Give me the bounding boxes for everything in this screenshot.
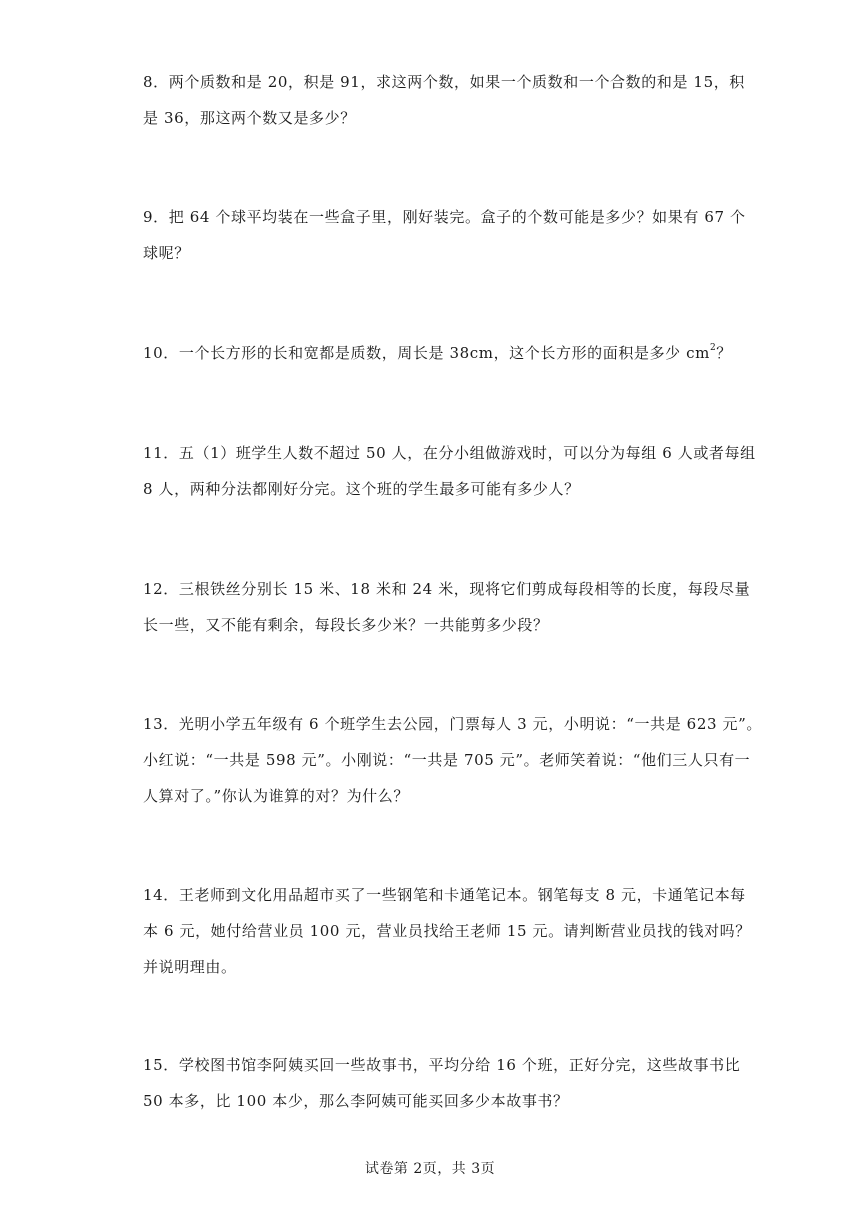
question-line: 是 36，那这两个数又是多少？	[143, 109, 356, 127]
question-line: 50 本多，比 100 本少，那么李阿姨可能买回多少本故事书？	[143, 1092, 569, 1110]
question-line: 11．五（1）班学生人数不超过 50 人，在分小组做游戏时，可以分为每组 6 人或者每组	[143, 444, 756, 462]
question-9	[143, 199, 746, 271]
question-line: 并说明理由。	[143, 958, 237, 976]
question-line: 球呢？	[143, 244, 190, 262]
question-10	[143, 335, 732, 371]
question-text: ？	[716, 344, 732, 362]
question-15	[143, 1047, 741, 1119]
question-line: 12．三根铁丝分别长 15 米、18 米和 24 米，现将它们剪成每段相等的长度，每段尽量	[143, 580, 751, 598]
question-line: 人算对了。”你认为谁算的对？为什么？	[143, 787, 409, 805]
question-13	[143, 706, 762, 814]
question-12	[143, 571, 751, 643]
question-line: 14．王老师到文化用品超市买了一些钢笔和卡通笔记本。钢笔每支 8 元，卡通笔记本每	[143, 886, 746, 904]
question-line: 8 人，两种分法都刚好分完。这个班的学生最多可能有多少人？	[143, 480, 580, 498]
question-line	[143, 335, 732, 371]
question-text: 10．一个长方形的长和宽都是质数，周长是 38cm，这个长方形的面积是多少 cm	[143, 344, 710, 362]
question-line: 9．把 64 个球平均装在一些盒子里，刚好装完。盒子的个数可能是多少？如果有 67 个	[143, 208, 746, 226]
question-line: 8．两个质数和是 20，积是 91，求这两个数，如果一个质数和一个合数的和是 15，积	[143, 73, 745, 91]
superscript: 2	[709, 343, 717, 353]
question-11	[143, 435, 756, 507]
question-line: 小红说：“一共是 598 元”。小刚说：“一共是 705 元”。老师笑着说：“他们三人只有一	[143, 751, 751, 769]
question-line: 本 6 元，她付给营业员 100 元，营业员找给王老师 15 元。请判断营业员找的钱对吗？	[143, 922, 751, 940]
question-14	[143, 877, 751, 985]
question-line: 13．光明小学五年级有 6 个班学生去公园，门票每人 3 元，小明说：“一共是 623 元”。	[143, 715, 762, 733]
page-footer: 试卷第 2页，共 3页	[364, 1161, 496, 1177]
question-line: 15．学校图书馆李阿姨买回一些故事书，平均分给 16 个班，正好分完，这些故事书比	[143, 1056, 741, 1074]
question-line: 长一些，又不能有剩余，每段长多少米？一共能剪多少段？	[143, 616, 549, 634]
question-8	[143, 64, 745, 136]
